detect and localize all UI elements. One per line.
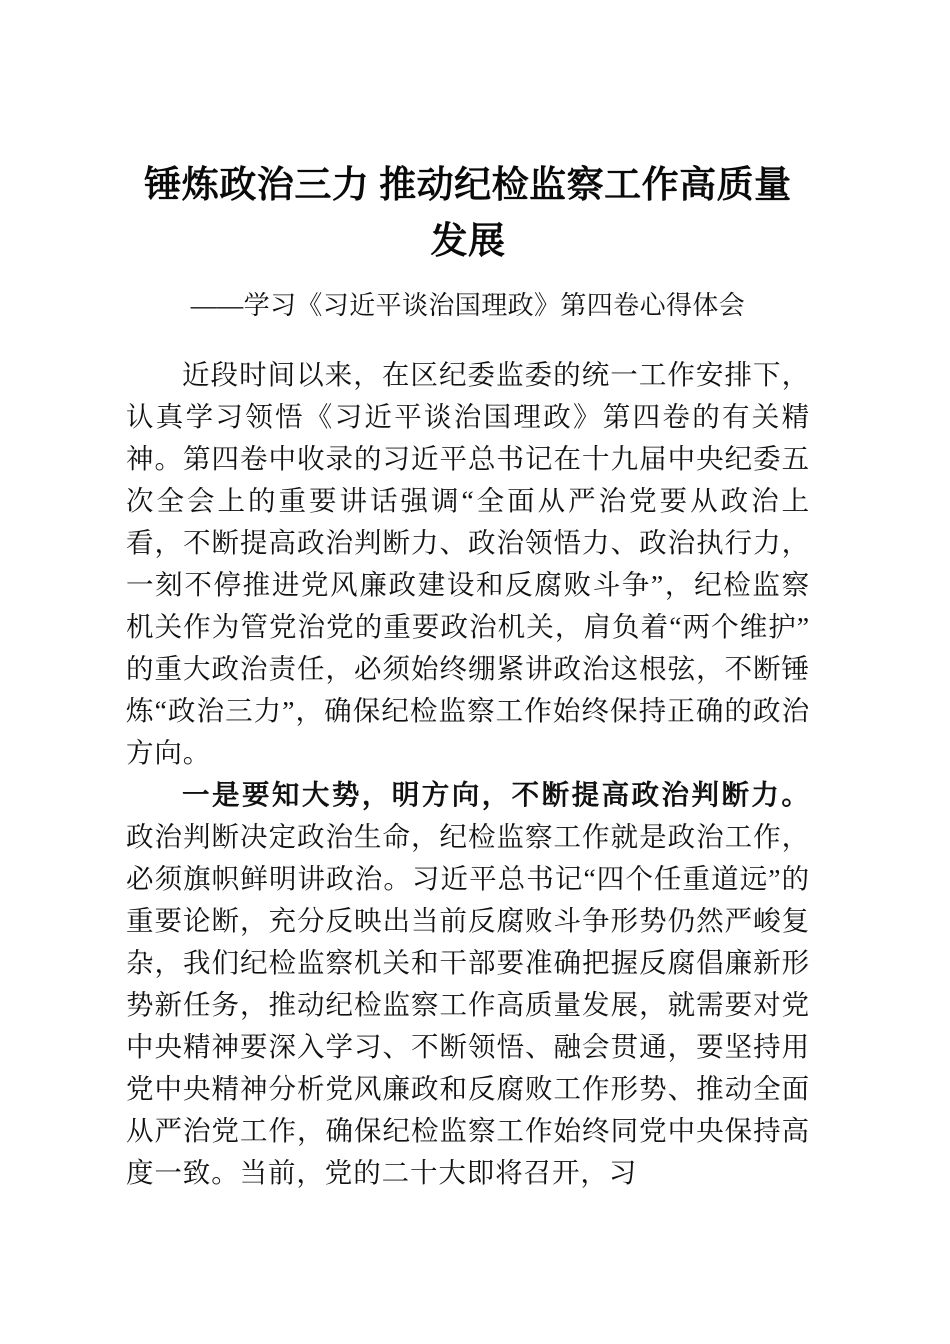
page-content bbox=[126, 0, 810, 1194]
page-title: 锤炼政治三力 推动纪检监察工作高质量发展 bbox=[144, 165, 792, 262]
body-text bbox=[126, 354, 810, 1194]
page-subtitle: ——学习《习近平谈治国理政》第四卷心得体会 bbox=[190, 291, 746, 320]
paragraph-2-lead: 一是要知大势，明方向，不断提高政治判断力。 bbox=[182, 779, 810, 810]
paragraph-2 bbox=[126, 774, 810, 1194]
paragraph-2-text: 政治判断决定政治生命，纪检监察工作就是政治工作，必须旗帜鲜明讲政治。习近平总书记“四个任重道远”的重要论断，充分反映出当前反腐败斗争形势仍然严峻复杂，我们纪检监察机关和干部要准确把握反腐倡廉新形势新任务，推动纪检监察工作高质量发展，就需要对党中央精神要深入学习、不断领悟、融会贯通，要坚持用党中央精神分析党风廉政和反腐败工作形势、推动全面从严治党工作，确保纪检监察工作始终同党中央保持高度一致。当前，党的二十大即将召开，习 bbox=[126, 821, 810, 1188]
paragraph-1-text: 近段时间以来，在区纪委监委的统一工作安排下，认真学习领悟《习近平谈治国理政》第四卷的有关精神。第四卷中收录的习近平总书记在十九届中央纪委五次全会上的重要讲话强调“全面从严治党要从政治上看，不断提高政治判断力、政治领悟力、政治执行力，一刻不停推进党风廉政建设和反腐败斗争”，纪检监察机关作为管党治党的重要政治机关，肩负着“两个维护”的重大政治责任，必须始终绷紧讲政治这根弦，不断锤炼“政治三力”，确保纪检监察工作始终保持正确的政治方向。 bbox=[126, 359, 810, 768]
paragraph-1 bbox=[126, 354, 810, 774]
